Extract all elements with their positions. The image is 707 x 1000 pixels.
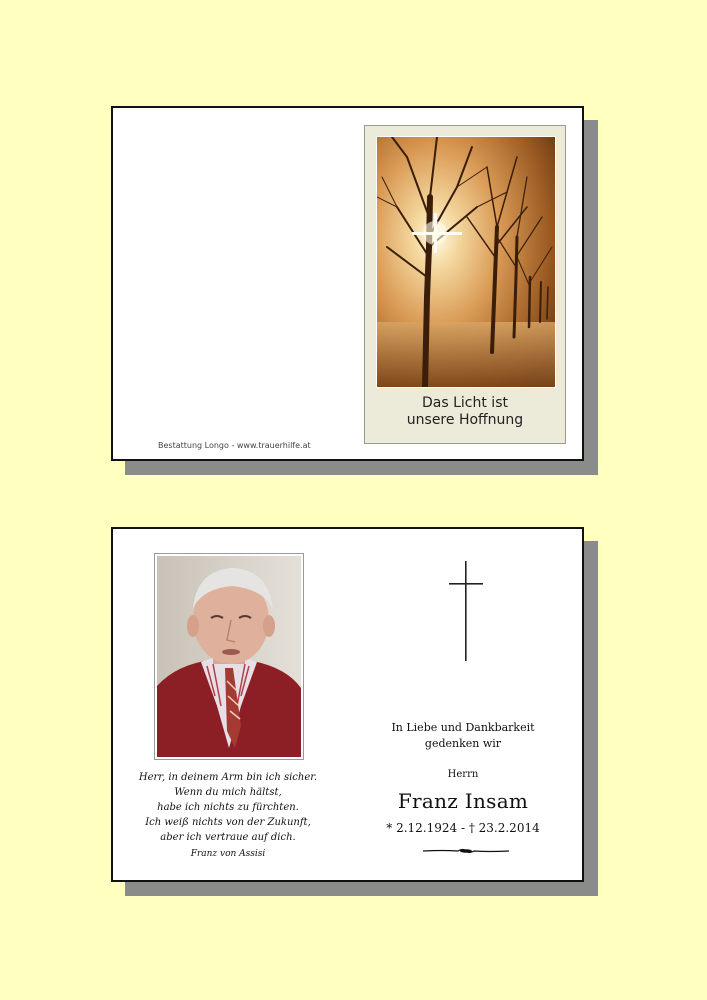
cover-image-panel <box>364 125 566 444</box>
honorific: Herrn <box>447 769 479 780</box>
poem-line: Ich weiß nichts von der Zukunft, <box>145 817 311 828</box>
portrait-frame <box>154 553 304 760</box>
poem-line: Wenn du mich hältst, <box>174 787 282 798</box>
motto-line-1: Das Licht ist <box>422 395 508 411</box>
dedication-text <box>363 720 563 752</box>
dedication-line-2: gedenken wir <box>424 737 502 750</box>
poem-block <box>123 770 333 862</box>
funeral-home-credit: Bestattung Longo - www.trauerhilfe.at <box>158 441 311 450</box>
sunlit-trees-cross-image <box>376 136 556 388</box>
poem-line: aber ich vertraue auf dich. <box>160 832 296 843</box>
poem-line: Herr, in deinem Arm bin ich sicher. <box>138 772 318 783</box>
inside-card <box>111 527 584 882</box>
motto-line-2: unsere Hoffnung <box>406 412 524 428</box>
deceased-name: Franz Insam <box>397 789 529 813</box>
poem-line: habe ich nichts zu fürchten. <box>157 802 299 813</box>
ornament-divider-icon <box>423 847 509 855</box>
cross-icon <box>449 561 483 661</box>
dedication-line-1: In Liebe und Dankbarkeit <box>391 721 535 734</box>
portrait-photo <box>157 556 301 757</box>
poem-author: Franz von Assisi <box>190 849 266 859</box>
life-dates: * 2.12.1924 - † 23.2.2014 <box>386 821 540 835</box>
cover-card <box>111 106 584 461</box>
